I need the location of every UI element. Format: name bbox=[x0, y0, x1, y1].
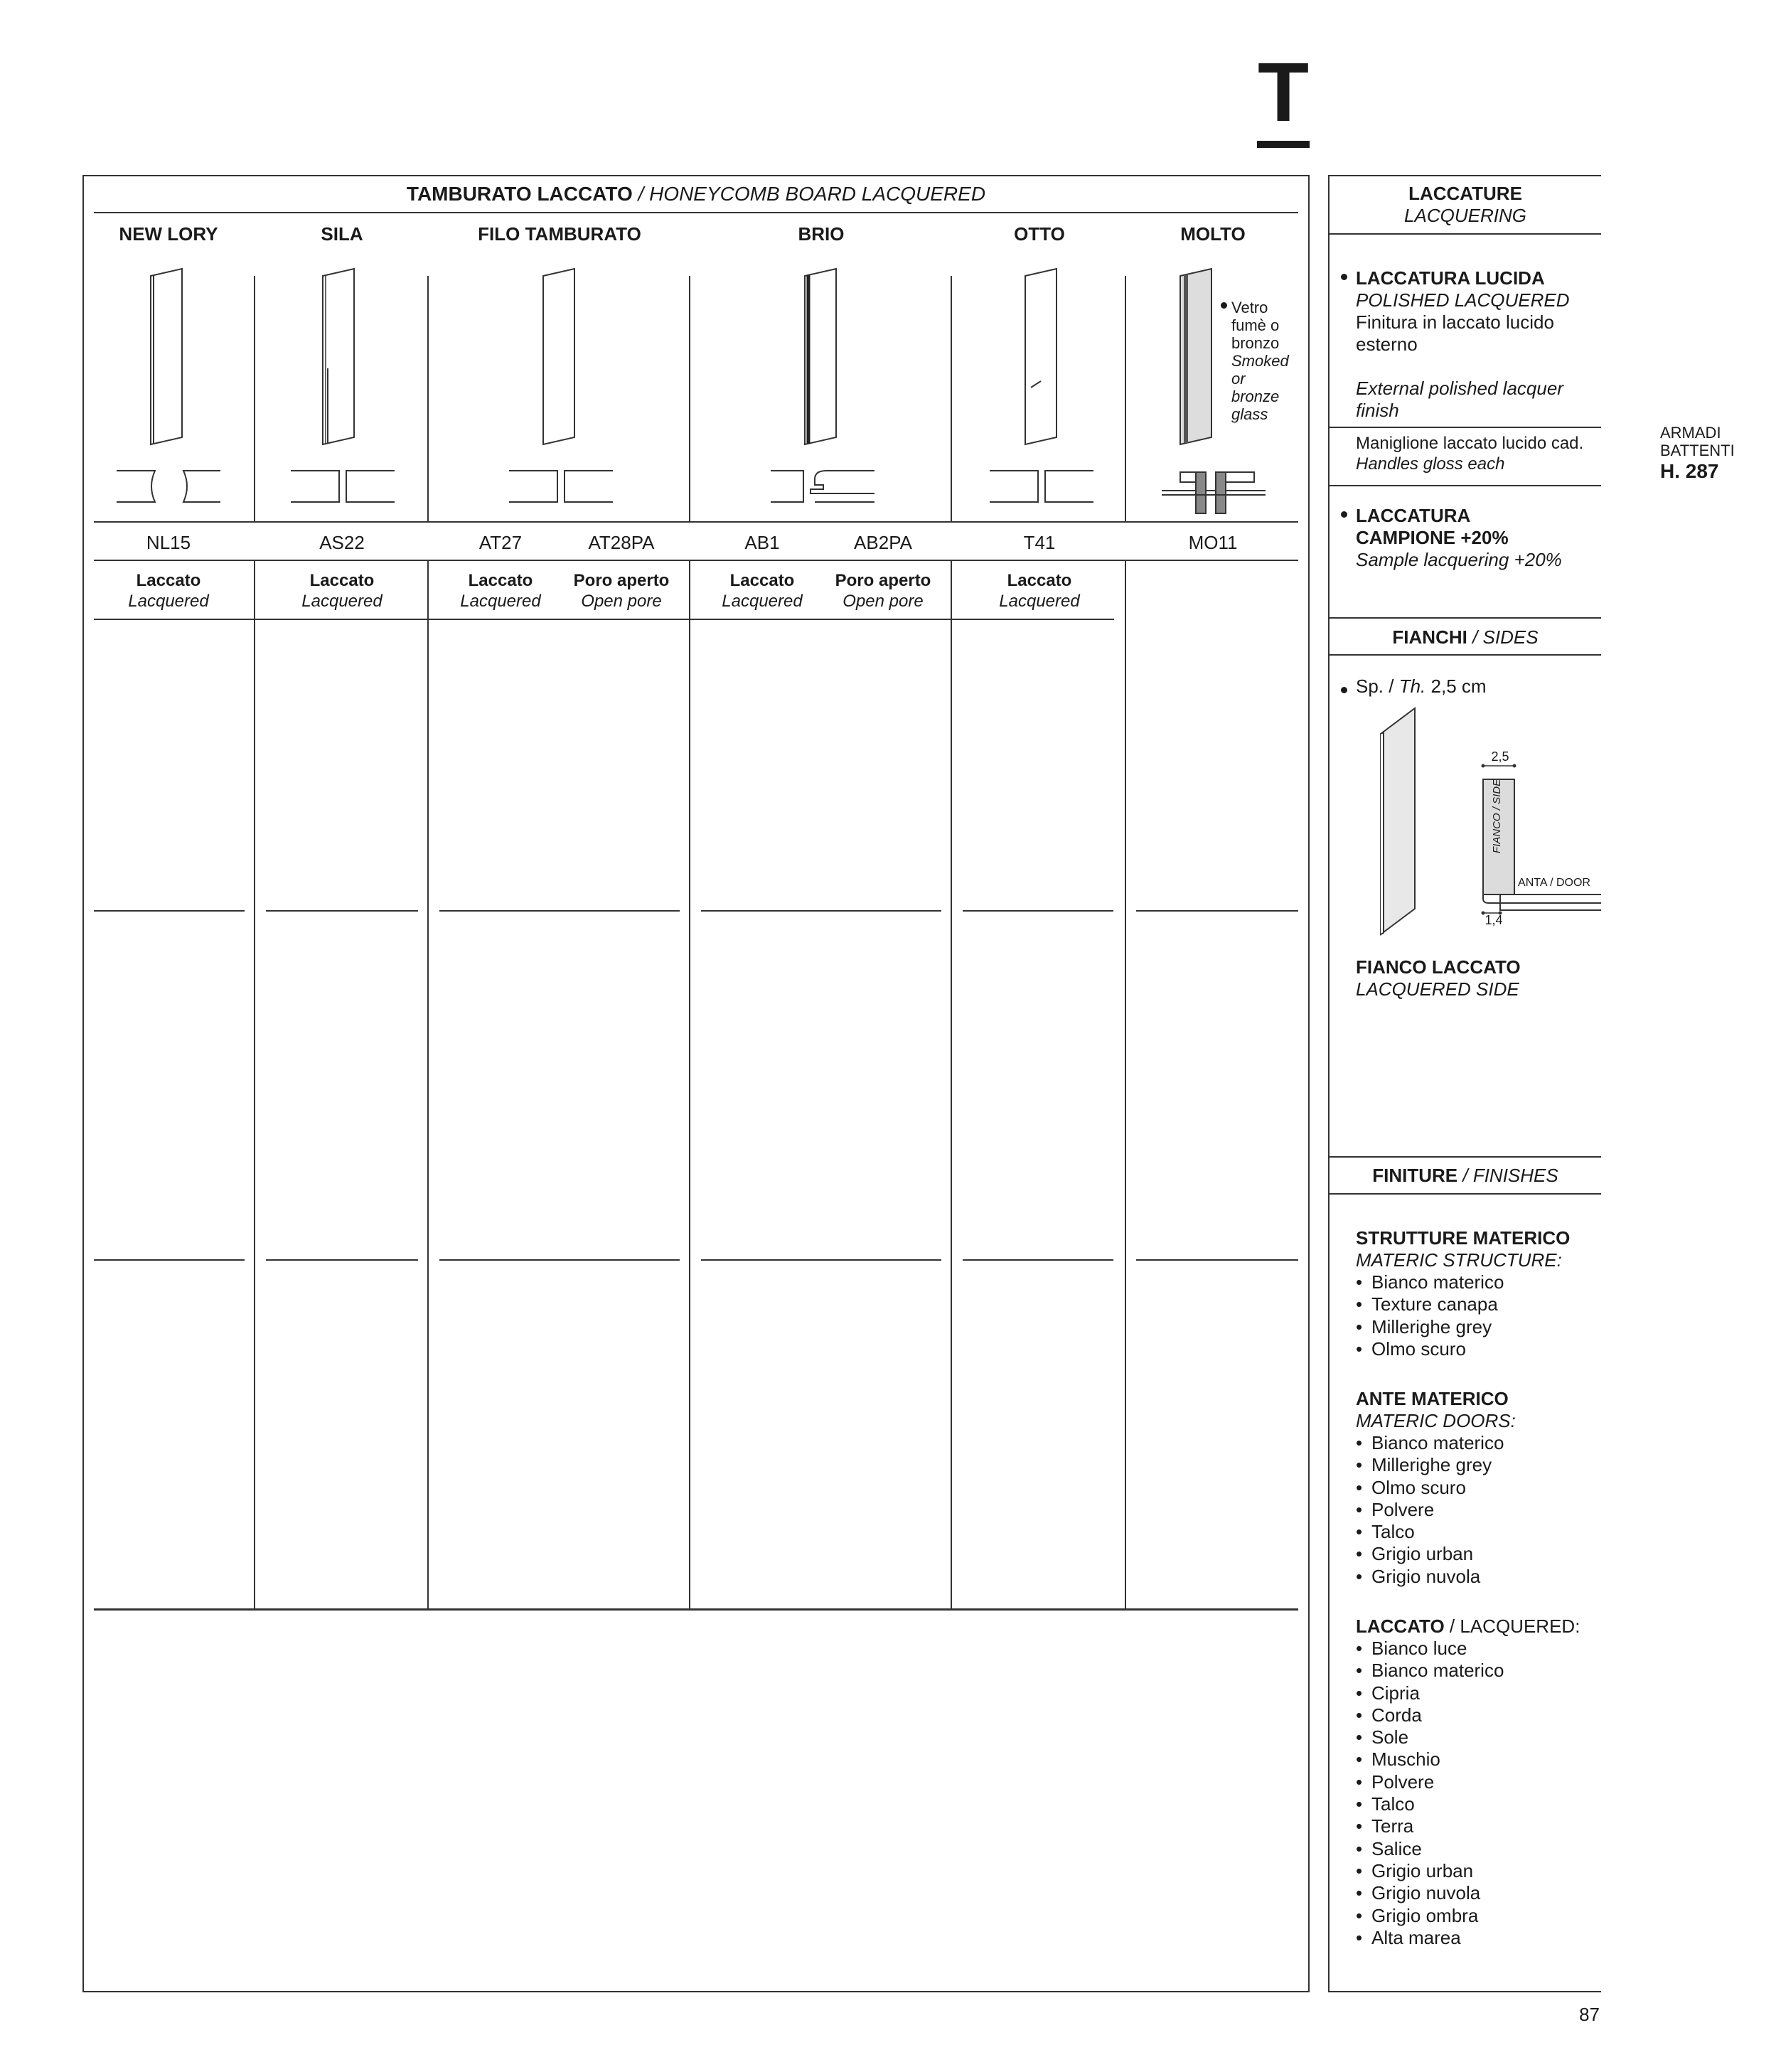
ante-list bbox=[1356, 1432, 1601, 1588]
thickness-bullet bbox=[1341, 687, 1347, 693]
code-at27: AT27 bbox=[478, 532, 523, 553]
fianchi-title: FIANCHI bbox=[1392, 626, 1467, 648]
list-item: • Corda bbox=[1356, 1704, 1601, 1726]
dim-top: 2,5 bbox=[1491, 749, 1509, 764]
side-label bbox=[1660, 424, 1767, 484]
finish-en: Lacquered bbox=[460, 592, 541, 611]
laccature-header bbox=[1330, 183, 1601, 227]
brand-logo bbox=[1255, 46, 1312, 139]
door-illustration-sila bbox=[304, 263, 390, 455]
col-header-otto: OTTO bbox=[1014, 223, 1065, 245]
finish-it: Laccato bbox=[1007, 571, 1072, 590]
list-item: • Grigio nuvola bbox=[1356, 1566, 1601, 1588]
page-number: 87 bbox=[1579, 2004, 1600, 2025]
laccato-title bbox=[1356, 1616, 1601, 1638]
anta-door-label bbox=[1507, 876, 1601, 890]
brand-logo-letter: T bbox=[1257, 46, 1310, 139]
strutture-block bbox=[1356, 1227, 1601, 1360]
molto-glass-note bbox=[1231, 299, 1295, 423]
finiture-top-rule bbox=[1328, 1156, 1601, 1158]
list-item: • Grigio urban bbox=[1356, 1543, 1601, 1565]
handles-bottom-rule bbox=[1328, 485, 1601, 486]
list-item: • Texture canapa bbox=[1356, 1293, 1601, 1315]
col-divider bbox=[689, 560, 690, 1608]
code-mo11: MO11 bbox=[1188, 532, 1238, 553]
finish-row-rule bbox=[94, 619, 1114, 620]
ante-subtitle: MATERIC DOORS: bbox=[1356, 1410, 1516, 1431]
fianco-subtitle: LACQUERED SIDE bbox=[1356, 978, 1519, 1000]
finish-filo-poro bbox=[562, 570, 681, 612]
list-item: • Bianco luce bbox=[1356, 1638, 1601, 1660]
campione-en: Sample lacquering +20% bbox=[1356, 549, 1562, 570]
swatch-rule bbox=[266, 910, 418, 912]
side-label-line2: BATTENTI bbox=[1660, 442, 1735, 459]
laccature-title: LACCATURE bbox=[1408, 183, 1522, 204]
campione-block bbox=[1356, 505, 1601, 571]
col-divider bbox=[689, 276, 690, 521]
ante-block bbox=[1356, 1388, 1601, 1588]
swatch-rule bbox=[963, 1259, 1113, 1261]
campione-line1: LACCATURA bbox=[1356, 505, 1471, 526]
swatch-bottom-rule bbox=[94, 1608, 1298, 1611]
side-label-line1: ARMADI bbox=[1660, 424, 1721, 442]
laccature-rule bbox=[1328, 233, 1601, 235]
swatch-rule bbox=[439, 1259, 680, 1261]
swatch-rule bbox=[94, 910, 245, 912]
finish-en: Lacquered bbox=[301, 592, 383, 611]
list-item: • Grigio nuvola bbox=[1356, 1882, 1601, 1904]
finish-filo-laccato bbox=[441, 570, 560, 612]
table-title-it: TAMBURATO LACCATO bbox=[406, 183, 633, 205]
title-rule bbox=[94, 212, 1298, 213]
brand-logo-underline bbox=[1257, 141, 1310, 148]
side-panel-illustration bbox=[1372, 704, 1429, 946]
strutture-list bbox=[1356, 1271, 1601, 1360]
laccature-subtitle: LACQUERING bbox=[1404, 205, 1526, 226]
finish-it: Poro aperto bbox=[573, 571, 670, 590]
swatch-rule bbox=[963, 910, 1113, 912]
list-item: • Olmo scuro bbox=[1356, 1477, 1601, 1499]
campione-bullet bbox=[1341, 511, 1347, 518]
handles-top-rule bbox=[1328, 427, 1601, 428]
table-title-en: / HONEYCOMB BOARD LACQUERED bbox=[632, 183, 986, 205]
finish-it: Laccato bbox=[309, 571, 375, 590]
code-row-top-rule bbox=[94, 521, 1298, 523]
right-panel-border bbox=[1328, 175, 1330, 1992]
lucida-block bbox=[1356, 267, 1601, 422]
col-divider bbox=[254, 276, 255, 521]
table-title bbox=[94, 183, 1298, 205]
col-header-brio: BRIO bbox=[798, 223, 845, 245]
list-item: • Polvere bbox=[1356, 1771, 1601, 1793]
col-divider bbox=[254, 560, 255, 1608]
note-it-2: fumè o bbox=[1231, 316, 1280, 334]
finish-en: Open pore bbox=[581, 592, 662, 611]
code-row-bottom-rule bbox=[94, 560, 1298, 561]
list-item: • Bianco materico bbox=[1356, 1271, 1601, 1293]
fianchi-bottom-rule bbox=[1328, 654, 1601, 656]
thickness-th: Th. bbox=[1398, 675, 1426, 697]
thickness-value: 2,5 cm bbox=[1425, 675, 1487, 697]
list-item: • Bianco materico bbox=[1356, 1432, 1601, 1454]
list-item: • Polvere bbox=[1356, 1499, 1601, 1521]
fianco-title: FIANCO LACCATO bbox=[1356, 956, 1521, 978]
note-en-1: Smoked bbox=[1231, 352, 1289, 370]
finish-it: Laccato bbox=[468, 571, 533, 590]
finish-brio-laccato bbox=[702, 570, 822, 612]
finiture-title: FINITURE bbox=[1372, 1165, 1458, 1186]
list-item: • Olmo scuro bbox=[1356, 1338, 1601, 1360]
finiture-header bbox=[1330, 1165, 1601, 1187]
profile-mo11 bbox=[1159, 469, 1273, 512]
swatch-rule bbox=[701, 1259, 941, 1261]
finiture-bottom-rule bbox=[1328, 1193, 1601, 1195]
fianco-block bbox=[1356, 956, 1601, 1000]
profile-ab1 bbox=[768, 469, 882, 505]
col-divider bbox=[427, 276, 429, 521]
col-header-sila: SILA bbox=[321, 223, 363, 245]
strutture-subtitle: MATERIC STRUCTURE: bbox=[1356, 1249, 1562, 1271]
code-ab2pa: AB2PA bbox=[854, 532, 912, 553]
campione-line2: CAMPIONE +20% bbox=[1356, 527, 1509, 548]
col-header-filo-tamburato: FILO TAMBURATO bbox=[478, 223, 641, 245]
code-at28pa: AT28PA bbox=[588, 532, 655, 553]
lucida-bullet bbox=[1341, 274, 1347, 280]
finish-en: Lacquered bbox=[999, 592, 1080, 611]
door-illustration-new-lory bbox=[135, 263, 220, 455]
ante-title: ANTE MATERICO bbox=[1356, 1388, 1509, 1409]
anta-door-text: ANTA / DOOR bbox=[1518, 877, 1590, 889]
code-t41: T41 bbox=[1023, 532, 1056, 553]
handles-it: Maniglione laccato lucido cad. bbox=[1356, 434, 1584, 453]
col-divider bbox=[1125, 560, 1126, 1608]
fianchi-top-rule bbox=[1328, 617, 1601, 619]
lucida-desc-en: External polished lacquer finish bbox=[1356, 378, 1563, 421]
swatch-rule bbox=[266, 1259, 418, 1261]
profile-as22 bbox=[288, 469, 402, 505]
fianco-side-label: FIANCO / SIDE bbox=[1491, 779, 1503, 854]
fianchi-title-en: / SIDES bbox=[1467, 626, 1539, 648]
fianchi-header bbox=[1330, 626, 1601, 648]
list-item: • Terra bbox=[1356, 1815, 1601, 1837]
col-header-molto: MOLTO bbox=[1180, 223, 1246, 245]
list-item: • Cipria bbox=[1356, 1682, 1601, 1704]
laccato-list bbox=[1356, 1638, 1601, 1949]
door-illustration-brio bbox=[788, 263, 873, 455]
code-nl15: NL15 bbox=[146, 532, 191, 553]
code-as22: AS22 bbox=[319, 532, 365, 553]
col-divider bbox=[951, 560, 952, 1608]
list-item: • Talco bbox=[1356, 1521, 1601, 1543]
finish-en: Lacquered bbox=[128, 592, 209, 611]
right-panel-bottom bbox=[1328, 1991, 1601, 1992]
finish-new-lory bbox=[94, 570, 243, 612]
laccato-block bbox=[1356, 1616, 1601, 1949]
right-panel-top bbox=[1328, 175, 1601, 176]
finish-en: Lacquered bbox=[722, 592, 803, 611]
list-item: • Sole bbox=[1356, 1726, 1601, 1748]
dim-bottom: 1,4 bbox=[1485, 913, 1503, 927]
list-item: • Millerighe grey bbox=[1356, 1454, 1601, 1476]
handles-block bbox=[1356, 433, 1601, 474]
finish-sila bbox=[266, 570, 418, 612]
swatch-rule bbox=[94, 1259, 245, 1261]
note-en-2: or bronze bbox=[1231, 370, 1280, 405]
list-item: • Grigio urban bbox=[1356, 1860, 1601, 1882]
note-en-3: glass bbox=[1231, 405, 1268, 423]
lucida-title: LACCATURA LUCIDA bbox=[1356, 267, 1545, 289]
thickness-sp: Sp. / bbox=[1356, 675, 1399, 697]
thickness-text bbox=[1356, 675, 1601, 698]
finish-otto bbox=[953, 570, 1126, 612]
col-divider bbox=[1125, 276, 1126, 521]
swatch-rule bbox=[701, 910, 941, 912]
profile-t41 bbox=[987, 469, 1101, 505]
note-it-1: Vetro bbox=[1231, 299, 1268, 316]
note-it-3: bronzo bbox=[1231, 334, 1280, 352]
door-illustration-filo-tamburato bbox=[526, 263, 611, 455]
profile-nl15 bbox=[114, 469, 228, 505]
list-item: • Grigio ombra bbox=[1356, 1905, 1601, 1927]
col-divider bbox=[427, 560, 429, 1608]
swatch-rule bbox=[1136, 910, 1298, 912]
code-ab1: AB1 bbox=[744, 532, 780, 553]
col-divider bbox=[951, 276, 952, 521]
lucida-desc: Finitura in laccato lucido esterno bbox=[1356, 311, 1554, 355]
finish-it: Poro aperto bbox=[835, 571, 931, 590]
col-header-new-lory: NEW LORY bbox=[119, 223, 218, 245]
list-item: • Bianco materico bbox=[1356, 1660, 1601, 1682]
strutture-title: STRUTTURE MATERICO bbox=[1356, 1227, 1571, 1249]
door-illustration-otto bbox=[1008, 263, 1093, 455]
laccato-title-en: / LACQUERED: bbox=[1444, 1616, 1580, 1637]
list-item: • Alta marea bbox=[1356, 1927, 1601, 1949]
list-item: • Talco bbox=[1356, 1793, 1601, 1815]
molto-note-bullet bbox=[1221, 302, 1227, 309]
finish-it: Laccato bbox=[136, 571, 201, 590]
laccato-title-it: LACCATO bbox=[1356, 1616, 1445, 1637]
list-item: • Muschio bbox=[1356, 1748, 1601, 1771]
finish-en: Open pore bbox=[842, 592, 924, 611]
swatch-rule bbox=[439, 910, 680, 912]
lucida-subtitle: POLISHED LACQUERED bbox=[1356, 289, 1570, 311]
list-item: • Millerighe grey bbox=[1356, 1316, 1601, 1338]
list-item: • Salice bbox=[1356, 1838, 1601, 1860]
finiture-title-en: / FINISHES bbox=[1457, 1165, 1558, 1186]
swatch-rule bbox=[1136, 1259, 1298, 1261]
handles-en: Handles gloss each bbox=[1356, 454, 1505, 474]
finish-brio-poro bbox=[823, 570, 943, 612]
finish-it: Laccato bbox=[729, 571, 795, 590]
profile-at27 bbox=[506, 469, 620, 505]
side-label-height: H. 287 bbox=[1660, 460, 1719, 482]
